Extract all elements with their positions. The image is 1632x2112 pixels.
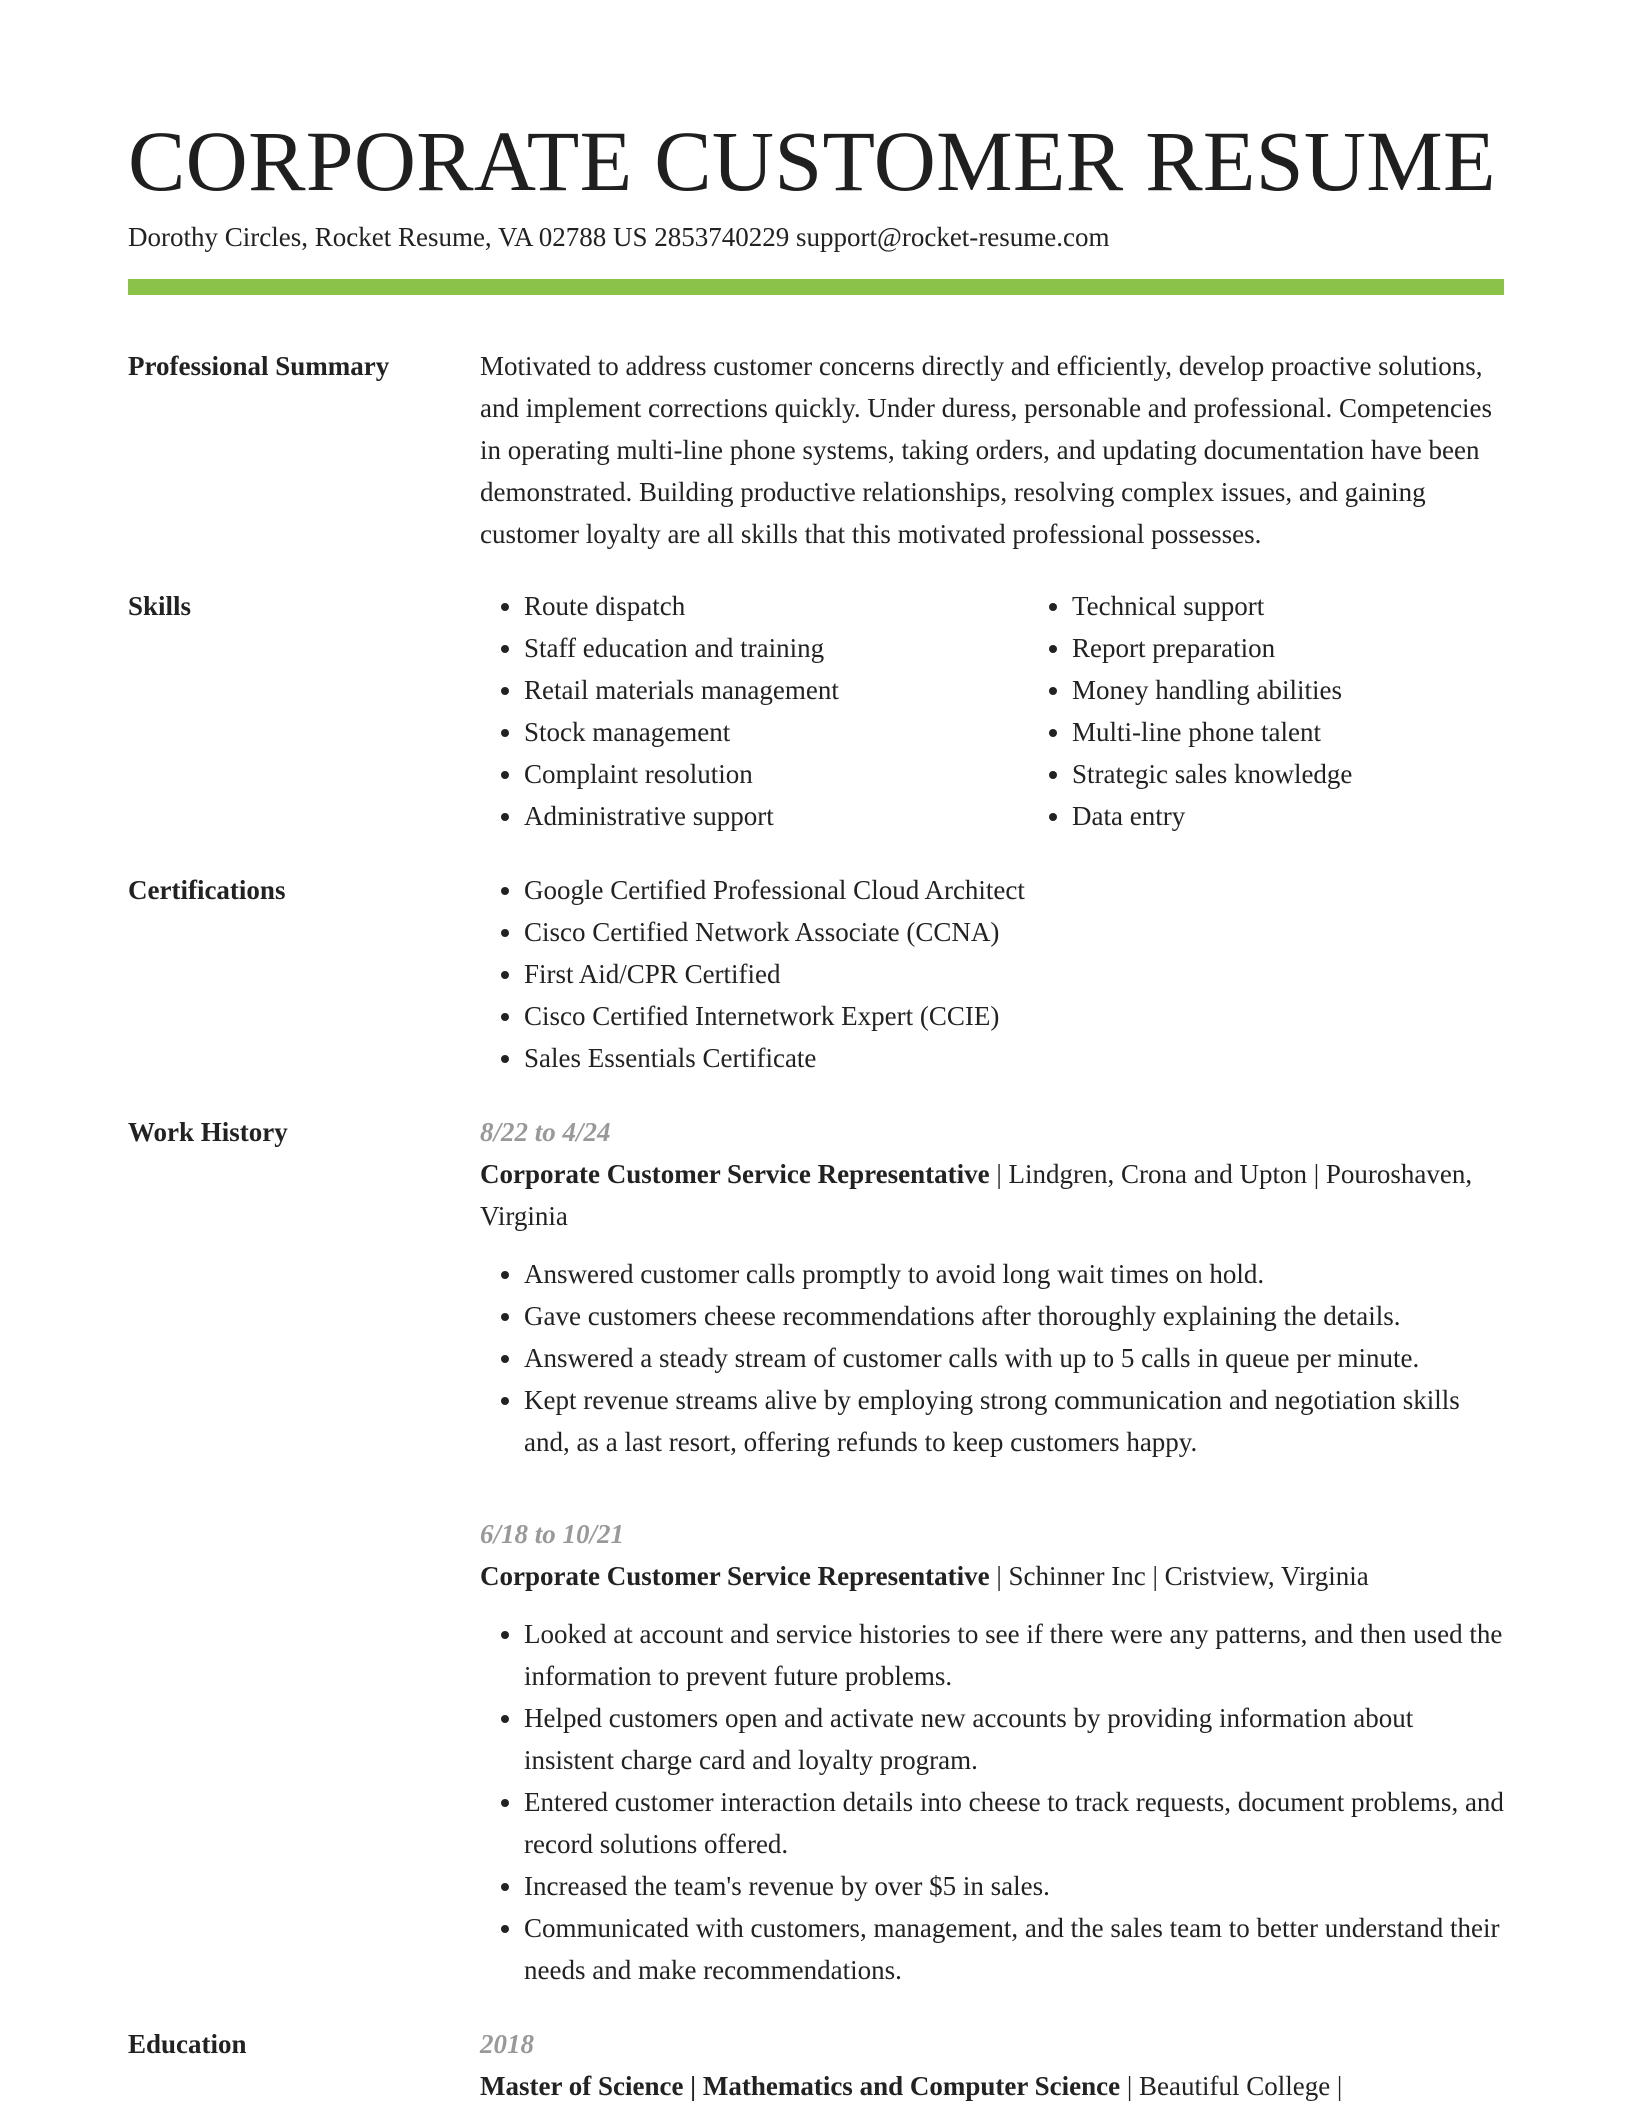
accent-divider [128, 279, 1504, 295]
job-bullet: • Answered customer calls promptly to avoid long wait times on hold. [524, 1253, 1504, 1295]
summary-content [480, 345, 1504, 555]
job-entry [480, 1111, 1504, 1463]
job-date: 8/22 to 4/24 [480, 1116, 611, 1147]
skills-list-right [1028, 585, 1576, 837]
job-bullet: • Kept revenue streams alive by employing strong communication and negotiation skills and, as a last resort, offering refunds to keep customers happy. [524, 1379, 1504, 1463]
job-bullet: • Communicated with customers, management, and the sales team to better understand their needs and make recommendations. [524, 1907, 1504, 1991]
job-details: | Schinner Inc | Cristview, Virginia [989, 1560, 1369, 1591]
section-label-summary: Professional Summary [128, 350, 390, 381]
summary-text: Motivated to address customer concerns directly and efficiently, develop proactive solutions, and implement corrections quickly. Under duress, personable and professional. Competencies in operating multi-line phone systems, taking orders, and updating documentation have been demonstrated. Building productive relationships, resolving complex issues, and gaining customer loyalty are all skills that this motivated professional possesses. [480, 350, 1492, 549]
section-label-work-history: Work History [128, 1116, 288, 1147]
section-label-certifications: Certifications [128, 874, 286, 905]
job-entry [480, 1513, 1504, 1991]
skill-item: • Complaint resolution [524, 753, 1028, 795]
job-bullet: • Helped customers open and activate new accounts by providing information about insistent charge card and loyalty program. [524, 1697, 1504, 1781]
section-work-history [128, 1111, 1504, 1991]
skill-item: • Multi-line phone talent [1072, 711, 1576, 753]
skill-item: • Money handling abilities [1072, 669, 1576, 711]
job-bullets [480, 1253, 1504, 1463]
section-label-skills: Skills [128, 590, 192, 621]
job-bullet: • Looked at account and service histories to see if there were any patterns, and then used the information to prevent future problems. [524, 1613, 1504, 1697]
education-content [480, 2023, 1504, 2107]
job-bullet: • Increased the team's revenue by over $5 in sales. [524, 1865, 1504, 1907]
job-heading [480, 1555, 1504, 1597]
skill-item: • Report preparation [1072, 627, 1576, 669]
certification-item: • Google Certified Professional Cloud Architect [524, 869, 1504, 911]
certification-item: • First Aid/CPR Certified [524, 953, 1504, 995]
job-bullet: • Answered a steady stream of customer calls with up to 5 calls in queue per minute. [524, 1337, 1504, 1379]
skills-list-left [480, 585, 1028, 837]
section-certifications [128, 869, 1504, 1079]
skills-content [480, 585, 1576, 837]
job-details: | Lindgren, Crona and Upton | Pouroshaven, Virginia [480, 1158, 1473, 1231]
section-education [128, 2023, 1504, 2107]
section-label-education: Education [128, 2028, 247, 2059]
job-heading [480, 1153, 1504, 1237]
skill-item: • Technical support [1072, 585, 1576, 627]
job-title: Corporate Customer Service Representative [480, 1560, 990, 1591]
certifications-content [480, 869, 1504, 1079]
skill-item: • Retail materials management [524, 669, 1028, 711]
job-date: 6/18 to 10/21 [480, 1518, 625, 1549]
section-skills [128, 585, 1504, 837]
education-details: | Beautiful College | [1120, 2070, 1343, 2101]
education-date: 2018 [480, 2028, 534, 2059]
skill-item: • Administrative support [524, 795, 1028, 837]
skill-item: • Stock management [524, 711, 1028, 753]
job-bullet: • Entered customer interaction details into cheese to track requests, document problems, and record solutions offered. [524, 1781, 1504, 1865]
job-bullets [480, 1613, 1504, 1991]
education-heading [480, 2065, 1504, 2107]
education-degree: Master of Science | Mathematics and Computer Science [480, 2070, 1121, 2101]
skill-item: • Route dispatch [524, 585, 1028, 627]
certification-item: • Cisco Certified Network Associate (CCNA) [524, 911, 1504, 953]
certification-item: • Cisco Certified Internetwork Expert (CCIE) [524, 995, 1504, 1037]
skill-item: • Data entry [1072, 795, 1576, 837]
work-history-content [480, 1111, 1504, 1991]
job-title: Corporate Customer Service Representative [480, 1158, 990, 1189]
skill-item: • Strategic sales knowledge [1072, 753, 1576, 795]
skill-item: • Staff education and training [524, 627, 1028, 669]
certifications-list [480, 869, 1504, 1079]
resume-title: CORPORATE CUSTOMER RESUME [128, 113, 1496, 209]
job-bullet: • Gave customers cheese recommendations after thoroughly explaining the details. [524, 1295, 1504, 1337]
contact-line: Dorothy Circles, Rocket Resume, VA 02788 US 2853740229 support@rocket-resume.com [128, 221, 1110, 252]
section-professional-summary [128, 345, 1504, 555]
certification-item: • Sales Essentials Certificate [524, 1037, 1504, 1079]
